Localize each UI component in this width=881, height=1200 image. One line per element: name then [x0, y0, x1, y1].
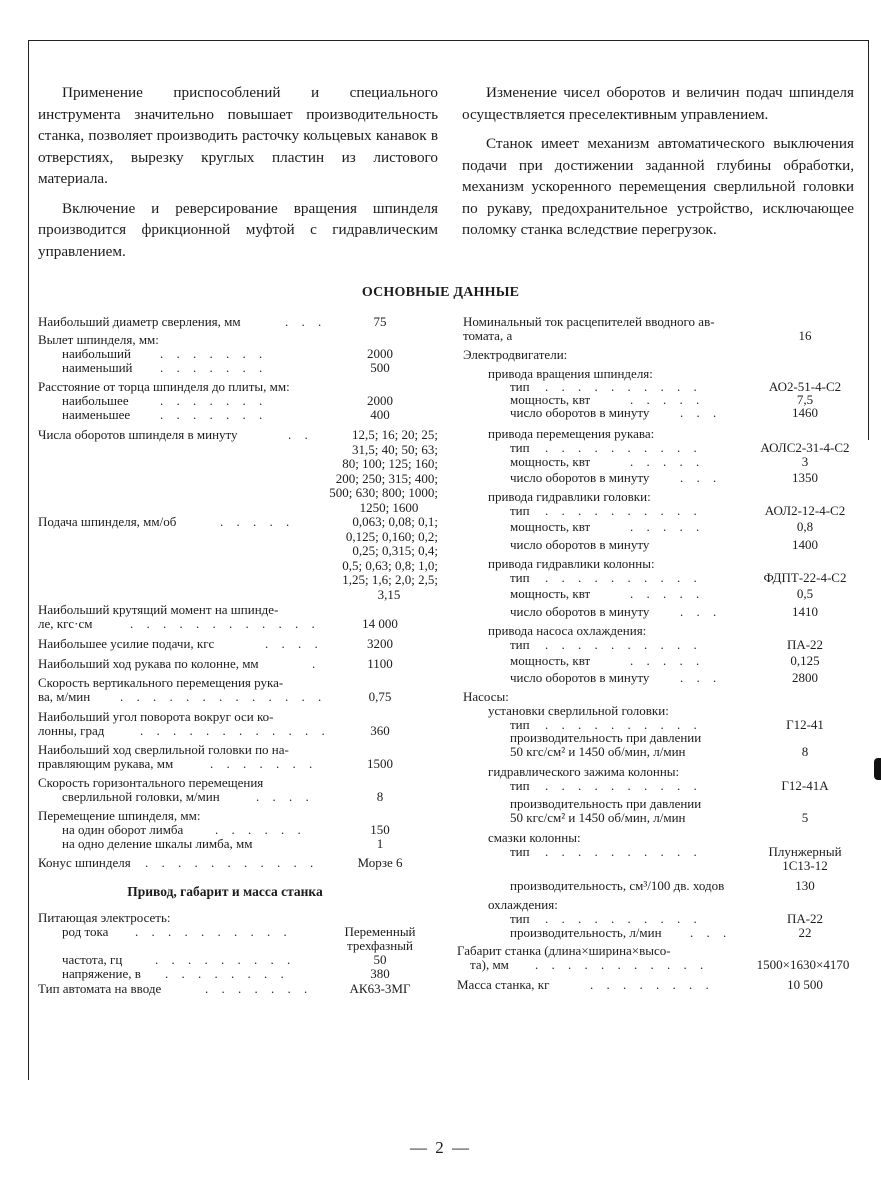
pump-1-type-value: Г12-41: [786, 717, 824, 732]
motor-4-type-value: ФДПТ-22-4-С2: [763, 570, 847, 585]
spec-label-rated-current-2: томата, а: [463, 328, 513, 343]
leader-dots: . . . . . . . . . .: [545, 911, 702, 926]
leader-dots: .: [312, 656, 321, 671]
spec-label-rotation-1: Наибольший угол поворота вокруг оси ко-: [38, 709, 274, 724]
motor-1-type-label: тип: [510, 379, 530, 394]
spec-value-arm-speed: 0,75: [368, 689, 392, 704]
pump-3-type-value-2: 1С13-12: [782, 858, 828, 873]
spec-label-dist-max: наибольшее: [62, 393, 129, 408]
intro-right-column: [462, 82, 854, 249]
leader-dots: . . . . . . .: [205, 981, 313, 996]
pump-2-perf-label-2: 50 кгс/см² и 1450 об/мин, л/мин: [510, 810, 686, 825]
leader-dots: . . . . .: [630, 653, 705, 668]
pump-4-type-value: ПА-22: [786, 911, 824, 926]
leader-dots: . . .: [680, 604, 722, 619]
motor-5-power-value: 0,125: [790, 653, 820, 668]
intro-left-paragraph-1: Применение приспособлений и специального инструмента значительно повышает производительность станка, позволяет производить расточку кольцевых канавок в отверстиях, вырезку круглых пластин из листового материала.: [38, 84, 438, 187]
leader-dots: . . . . . . . .: [165, 966, 289, 981]
pump-1-perf-label-1: производительность при давлении: [510, 730, 702, 745]
main-heading: ОСНОВНЫЕ ДАННЫЕ: [361, 285, 520, 300]
motor-3-type-value: АОЛ2-12-4-С2: [764, 503, 846, 518]
spec-value-breaker-type: АК63-3МГ: [349, 981, 411, 996]
leader-dots: . . . . . . .: [160, 393, 268, 408]
leader-dots: . . .: [680, 405, 722, 420]
spec-value-spindle-taper: Морзе 6: [357, 855, 403, 870]
spec-value-max-drill-diameter: 75: [373, 314, 387, 329]
spec-label-head-travel-2: правляющим рукава, мм: [38, 756, 174, 771]
leader-dots: . . .: [680, 670, 722, 685]
motor-4-title: привода гидравлики колонны:: [488, 556, 655, 571]
leader-dots: . . . . .: [630, 586, 705, 601]
pump-2-type-label: тип: [510, 778, 530, 793]
margin-mark: [874, 758, 881, 780]
speeds-line: 1250; 1600: [359, 499, 419, 515]
spec-value-current-type-1: Переменный: [344, 924, 416, 939]
spec-label-spindle-feed: Подача шпинделя, мм/об: [38, 514, 177, 529]
spec-label-voltage: напряжение, в: [62, 966, 141, 981]
leader-dots: . . . . . . . . . .: [545, 379, 702, 394]
spec-title-spindle-move: Перемещение шпинделя, мм:: [38, 808, 201, 823]
pump-4-type-label: тип: [510, 911, 530, 926]
spec-value-dist-min: 400: [370, 407, 390, 422]
spec-value-max-feed-force: 3200: [367, 636, 393, 651]
spec-label-breaker-type: Тип автомата на вводе: [38, 981, 162, 996]
feed-line: 0,25; 0,315; 0,4;: [352, 543, 438, 558]
motor-3-power-label: мощность, квт: [510, 519, 591, 534]
motor-1-type-value: АО2-51-4-С2: [768, 379, 842, 394]
spec-label-arm-travel: Наибольший ход рукава по колонне, мм: [38, 656, 259, 671]
spec-label-head-travel-1: Наибольший ход сверлильной головки по на-: [38, 742, 289, 757]
feed-line: 3,15: [377, 586, 401, 602]
pump-2-perf-label-1: производительность при давлении: [510, 796, 702, 811]
spec-label-reach-min: наименьший: [62, 360, 133, 375]
pump-3-type-value-1: Плунжерный: [768, 844, 842, 859]
motor-2-rpm-value: 1350: [792, 470, 818, 485]
spec-label-rotation-2: лонны, град: [38, 723, 105, 738]
leader-dots: . . . . . . . . . .: [545, 637, 702, 652]
speeds-line: 12,5; 16; 20; 25;: [352, 427, 438, 442]
pump-3-title: смазки колонны:: [488, 830, 581, 845]
pump-1-type-label: тип: [510, 717, 530, 732]
spec-value-move-per-division: 1: [376, 836, 384, 851]
pump-3-perf-label: производительность, см³/100 дв. ходов: [510, 878, 725, 893]
feed-line: 0,5; 0,63; 0,8; 1,0;: [342, 557, 438, 573]
spec-label-arm-speed-1: Скорость вертикального перемещения рука-: [38, 675, 284, 690]
spec-value-head-travel: 1500: [367, 756, 393, 771]
leader-dots: . . . . . . . . . .: [545, 844, 702, 859]
pump-2-perf-value: 5: [801, 810, 809, 825]
motor-2-rpm-label: число оборотов в минуту: [510, 470, 650, 485]
spec-label-spindle-speeds: Числа оборотов шпинделя в минуту: [38, 427, 238, 442]
spec-value-spindle-feed: [300, 515, 438, 602]
spec-label-arm-speed-2: ва, м/мин: [38, 689, 91, 704]
spec-label-move-per-division: на одно деление шкалы лимба, мм: [62, 836, 253, 851]
leader-dots: . . . . . . .: [160, 407, 268, 422]
spec-value-voltage: 380: [370, 966, 390, 981]
leader-dots: . . . . .: [630, 519, 705, 534]
spec-value-move-per-turn: 150: [370, 822, 390, 837]
motor-1-rpm-value: 1460: [792, 405, 818, 420]
leader-dots: . . . . . . .: [210, 756, 318, 771]
spec-value-spindle-speeds: [300, 428, 438, 515]
pump-3-perf-value: 130: [795, 878, 815, 893]
pump-3-type-label: тип: [510, 844, 530, 859]
spec-label-mass: Масса станка, кг: [457, 977, 550, 992]
leader-dots: . . . . . . . . . . .: [145, 855, 319, 870]
motor-2-title: привода перемещения рукава:: [488, 426, 655, 441]
intro-left-paragraph-2: Включение и реверсирование вращения шпинделя производится фрикционной муфтой с гидравлическим управлением.: [38, 199, 438, 260]
spec-label-max-feed-force: Наибольшее усилие подачи, кгс: [38, 636, 215, 651]
leader-dots: . . . . . . . . . .: [545, 778, 702, 793]
page-number: — 2 —: [410, 1138, 471, 1157]
leader-dots: . . .: [285, 314, 327, 329]
speeds-line: 31,5; 40; 50; 63;: [352, 441, 438, 457]
leader-dots: . . . . . . . . . . . . .: [120, 689, 327, 704]
motor-4-type-label: тип: [510, 570, 530, 585]
frame-left-line: [28, 40, 29, 1080]
leader-dots: . . . . . . . . . .: [545, 570, 702, 585]
spec-title-spindle-reach: Вылет шпинделя, мм:: [38, 332, 159, 347]
leader-dots: . . . .: [265, 636, 323, 651]
spec-label-head-speed-2: сверлильной головки, м/мин: [62, 789, 220, 804]
intro-left-column: [38, 82, 438, 270]
leader-dots: . . . . . . . . . .: [545, 717, 702, 732]
spec-label-frequency: частота, гц: [62, 952, 123, 967]
spec-label-dimensions-2: та), мм: [470, 957, 509, 972]
frame-top-line: [28, 40, 868, 41]
motor-1-power-label: мощность, квт: [510, 392, 591, 407]
spec-value-reach-max: 2000: [367, 346, 393, 361]
spec-label-spindle-taper: Конус шпинделя: [38, 855, 131, 870]
intro-right-paragraph-1: Изменение чисел оборотов и величин подач шпинделя осуществляется преселективным управлением.: [462, 84, 854, 123]
spec-value-reach-min: 500: [370, 360, 390, 375]
leader-dots: . . . . . . . .: [590, 977, 714, 992]
spec-value-head-speed: 8: [376, 789, 384, 804]
leader-dots: . . . . .: [220, 514, 295, 529]
motor-2-type-label: тип: [510, 440, 530, 455]
spec-value-max-torque: 14 000: [362, 616, 398, 631]
motor-1-rpm-label: число оборотов в минуту: [510, 405, 650, 420]
leader-dots: . . . . . . . . . .: [135, 924, 292, 939]
pump-2-title: гидравлического зажима колонны:: [488, 764, 680, 779]
leader-dots: . . . . . . .: [160, 360, 268, 375]
spec-label-max-torque-2: ле, кгс·см: [38, 616, 93, 631]
motor-4-rpm-label: число оборотов в минуту: [510, 604, 650, 619]
spec-title-power-supply: Питающая электросеть:: [38, 910, 171, 925]
leader-dots: . . . . . . . . . . . .: [130, 616, 320, 631]
feed-line: 1,25; 1,6; 2,0; 2,5;: [342, 572, 438, 587]
pump-1-title: установки сверлильной головки:: [488, 703, 669, 718]
leader-dots: . . . . . . .: [160, 346, 268, 361]
motor-4-rpm-value: 1410: [792, 604, 818, 619]
spec-label-rated-current-1: Номинальный ток расцепителей вводного ав-: [463, 314, 715, 329]
leader-dots: . . . . . . . . . .: [545, 440, 702, 455]
feed-line: 0,125; 0,160; 0,2;: [345, 528, 438, 544]
leader-dots: . . . . . . . . . .: [545, 503, 702, 518]
pump-4-title: охлаждения:: [488, 897, 558, 912]
motor-3-rpm-value: 1400: [792, 537, 818, 552]
motor-2-type-value: АОЛС2-31-4-С2: [760, 440, 850, 455]
motor-3-title: привода гидравлики головки:: [488, 489, 651, 504]
motor-1-power-value: 7,5: [796, 392, 814, 407]
speeds-line: 200; 250; 315; 400;: [335, 470, 438, 486]
spec-label-max-drill-diameter: Наибольший диаметр сверления, мм: [38, 314, 241, 329]
motor-5-title: привода насоса охлаждения:: [488, 623, 647, 638]
spec-label-reach-max: наибольший: [62, 346, 131, 361]
spec-label-dimensions-1: Габарит станка (длина×ширина×высо-: [457, 943, 671, 958]
leader-dots: . . . . .: [630, 392, 705, 407]
motor-5-rpm-value: 2800: [792, 670, 818, 685]
motor-1-title: привода вращения шпинделя:: [488, 366, 653, 381]
leader-dots: . . . . . . . . . . .: [535, 957, 709, 972]
spec-value-rated-current: 16: [798, 328, 812, 343]
frame-right-line: [868, 40, 869, 440]
leader-dots: . . . . . .: [215, 822, 306, 837]
speeds-line: 80; 100; 125; 160;: [342, 456, 438, 471]
leader-dots: . . .: [690, 925, 732, 940]
motor-3-type-label: тип: [510, 503, 530, 518]
spec-title-spindle-to-table: Расстояние от торца шпинделя до плиты, мм:: [38, 379, 290, 394]
sub-heading: Привод, габарит и масса станка: [127, 884, 323, 899]
speeds-line: 500; 630; 800; 1000;: [329, 485, 438, 500]
leader-dots: . . . . .: [630, 454, 705, 469]
spec-label-move-per-turn: на один оборот лимба: [62, 822, 184, 837]
spec-label-current-type: род тока: [62, 924, 109, 939]
pump-2-type-value: Г12-41А: [781, 778, 829, 793]
spec-value-current-type-2: трехфазный: [347, 938, 413, 953]
spec-value-arm-travel: 1100: [367, 656, 393, 671]
leader-dots: . . . .: [256, 789, 314, 804]
spec-value-rotation: 360: [370, 723, 390, 738]
spec-label-dist-min: наименьшее: [62, 407, 131, 422]
spec-value-dist-max: 2000: [367, 393, 393, 408]
motor-5-power-label: мощность, квт: [510, 653, 591, 668]
spec-value-frequency: 50: [373, 952, 387, 967]
pump-4-perf-label: производительность, л/мин: [510, 925, 662, 940]
motor-5-type-value: ПА-22: [786, 637, 824, 652]
pump-1-perf-value: 8: [801, 744, 809, 759]
feed-line: 0,063; 0,08; 0,1;: [352, 514, 438, 529]
motor-4-power-label: мощность, квт: [510, 586, 591, 601]
leader-dots: . . . . . . . . . . . .: [140, 723, 330, 738]
motor-4-power-value: 0,5: [796, 586, 814, 601]
leader-dots: . . . . . . . . .: [155, 952, 296, 967]
leader-dots: . .: [288, 427, 313, 442]
pump-4-perf-value: 22: [798, 925, 812, 940]
spec-label-head-speed-1: Скорость горизонтального перемещения: [38, 775, 264, 790]
motor-3-rpm-label: число оборотов в минуту: [510, 537, 650, 552]
spec-label-max-torque-1: Наибольший крутящий момент на шпинде-: [38, 602, 279, 617]
spec-title-pumps: Насосы:: [463, 689, 509, 704]
motor-5-rpm-label: число оборотов в минуту: [510, 670, 650, 685]
spec-value-dimensions: 1500×1630×4170: [756, 957, 850, 972]
motor-2-power-value: 3: [801, 454, 809, 469]
pump-1-perf-label-2: 50 кгс/см² и 1450 об/мин, л/мин: [510, 744, 686, 759]
motor-2-power-label: мощность, квт: [510, 454, 591, 469]
spec-value-mass: 10 500: [787, 977, 823, 992]
motor-5-type-label: тип: [510, 637, 530, 652]
leader-dots: . . .: [680, 470, 722, 485]
spec-title-motors: Электродвигатели:: [463, 347, 568, 362]
motor-3-power-value: 0,8: [796, 519, 814, 534]
intro-right-paragraph-2: Станок имеет механизм автоматического выключения подачи при достижении заданной глубины обработки, механизм ускоренного перемещения сверлильной головки по рукаву, предохранительное устройство, исключающее поломку станка вследствие перегрузок.: [462, 135, 854, 238]
